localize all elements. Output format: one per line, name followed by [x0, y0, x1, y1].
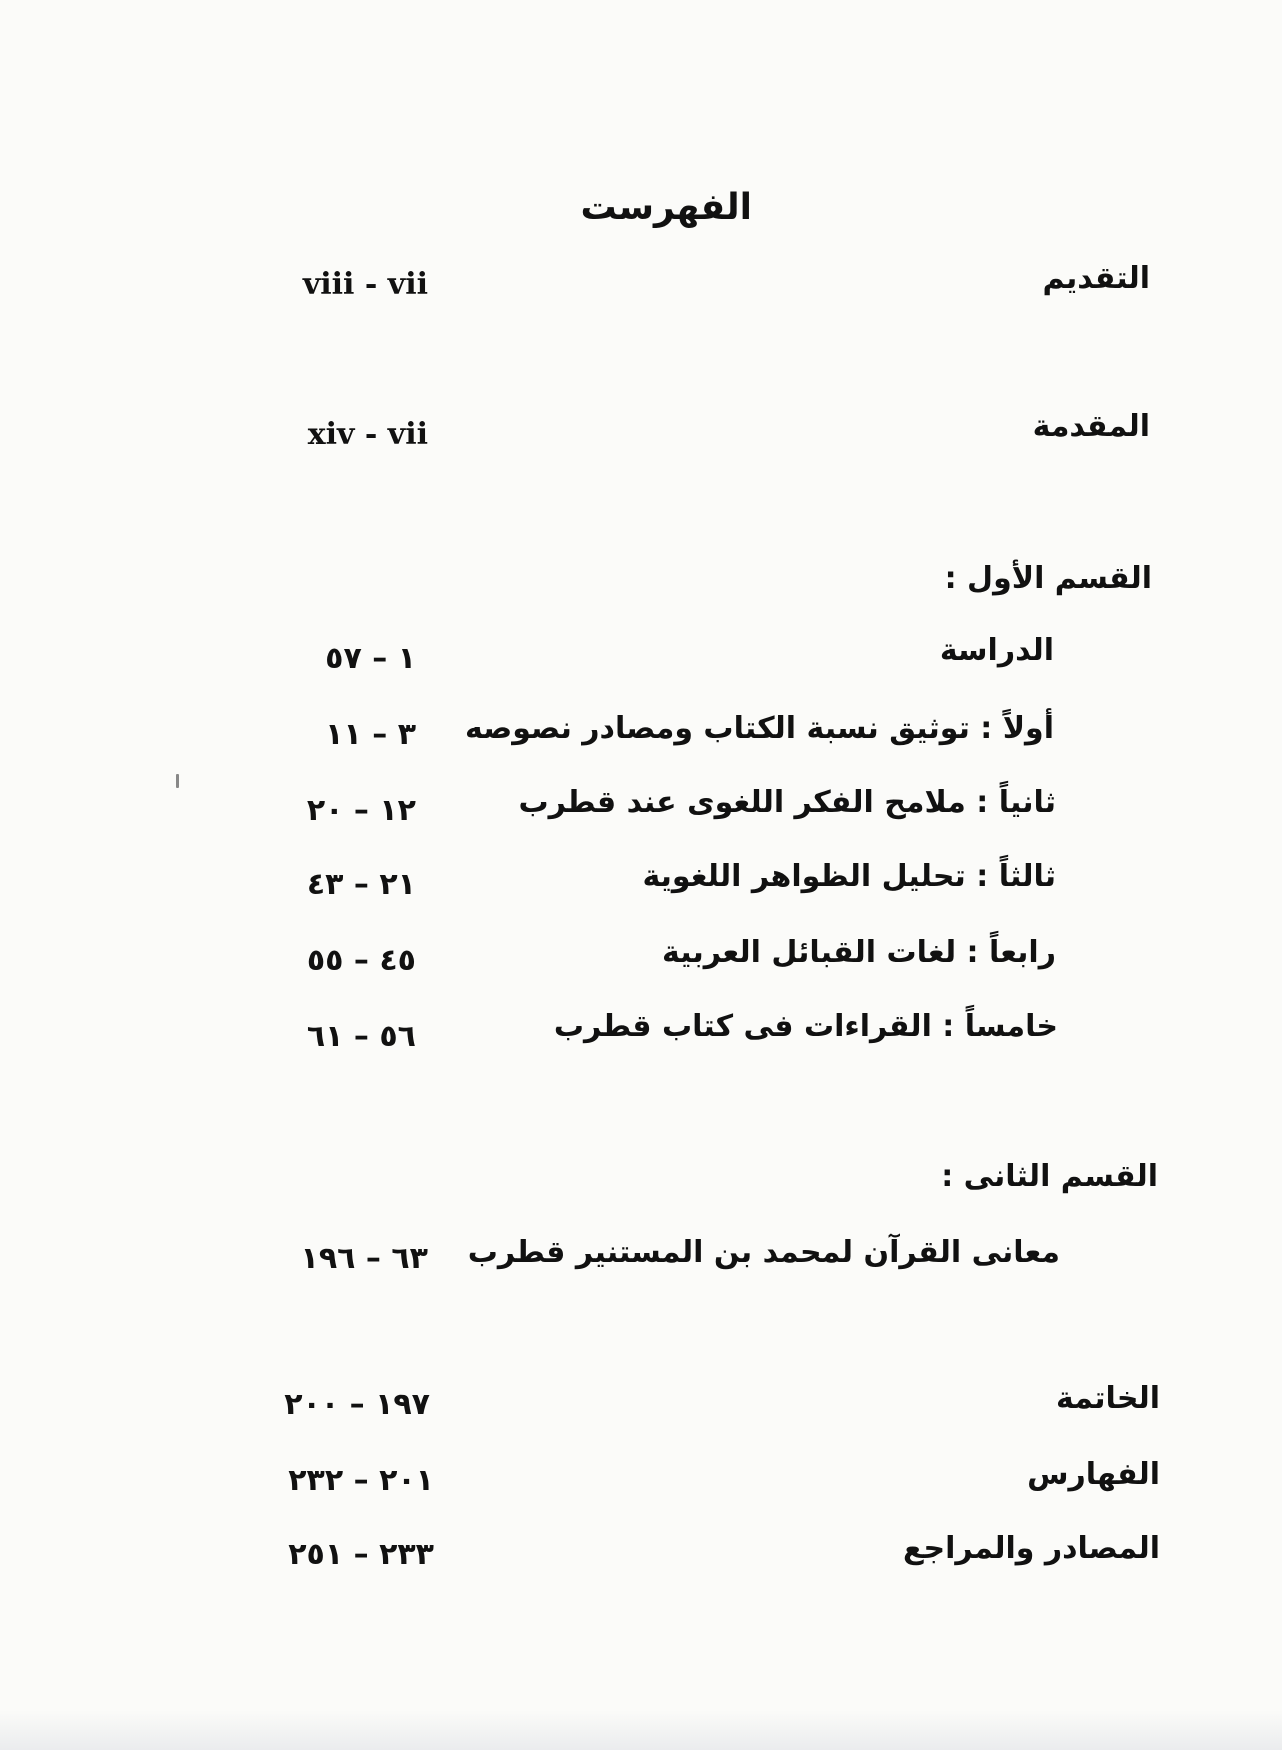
part2-item-pages: ٦٣ – ١٩٦: [300, 1241, 428, 1276]
scan-edge-shadow: [0, 1710, 1282, 1750]
part1-item-pages: ٣ – ١١: [325, 717, 416, 752]
part1-item-pages: ١٢ – ٢٠: [306, 793, 416, 828]
closing-entry-pages: ٢٠١ – ٢٣٢: [288, 1463, 434, 1498]
part1-item-pages: ١ – ٥٧: [325, 641, 416, 676]
part2-item-label: معانى القرآن لمحمد بن المستنير قطرب: [467, 1235, 1060, 1270]
part1-item-pages: ٢١ – ٤٣: [306, 867, 416, 902]
part1-item-label: خامساً : القراءات فى كتاب قطرب: [553, 1009, 1058, 1044]
part1-item-label: رابعاً : لغات القبائل العربية: [662, 935, 1056, 970]
toc-entry-pages: viii - vii: [302, 267, 428, 302]
scan-speck: [176, 774, 179, 788]
toc-entry-label: المقدمة: [1032, 409, 1150, 444]
part1-item-label: ثانياً : ملامح الفكر اللغوى عند قطرب: [518, 785, 1056, 820]
toc-entry-pages: xiv - vii: [307, 417, 428, 452]
part1-item-label: ثالثاً : تحليل الظواهر اللغوية: [642, 859, 1056, 894]
part2-heading: القسم الثانى :: [941, 1159, 1158, 1194]
toc-title: الفهرست: [580, 187, 752, 228]
part1-item-pages: ٤٥ – ٥٥: [306, 943, 416, 978]
part1-heading: القسم الأول :: [944, 561, 1152, 596]
closing-entry-label: الخاتمة: [1055, 1381, 1160, 1416]
closing-entry-label: الفهارس: [1027, 1457, 1160, 1492]
part1-item-pages: ٥٦ – ٦١: [306, 1019, 416, 1054]
closing-entry-pages: ١٩٧ – ٢٠٠: [284, 1387, 430, 1422]
toc-entry-label: التقديم: [1042, 261, 1150, 296]
closing-entry-pages: ٢٣٣ – ٢٥١: [288, 1537, 434, 1572]
closing-entry-label: المصادر والمراجع: [903, 1531, 1160, 1566]
part1-item-label: الدراسة: [939, 633, 1054, 668]
part1-item-label: أولاً : توثيق نسبة الكتاب ومصادر نصوصه: [465, 711, 1054, 746]
